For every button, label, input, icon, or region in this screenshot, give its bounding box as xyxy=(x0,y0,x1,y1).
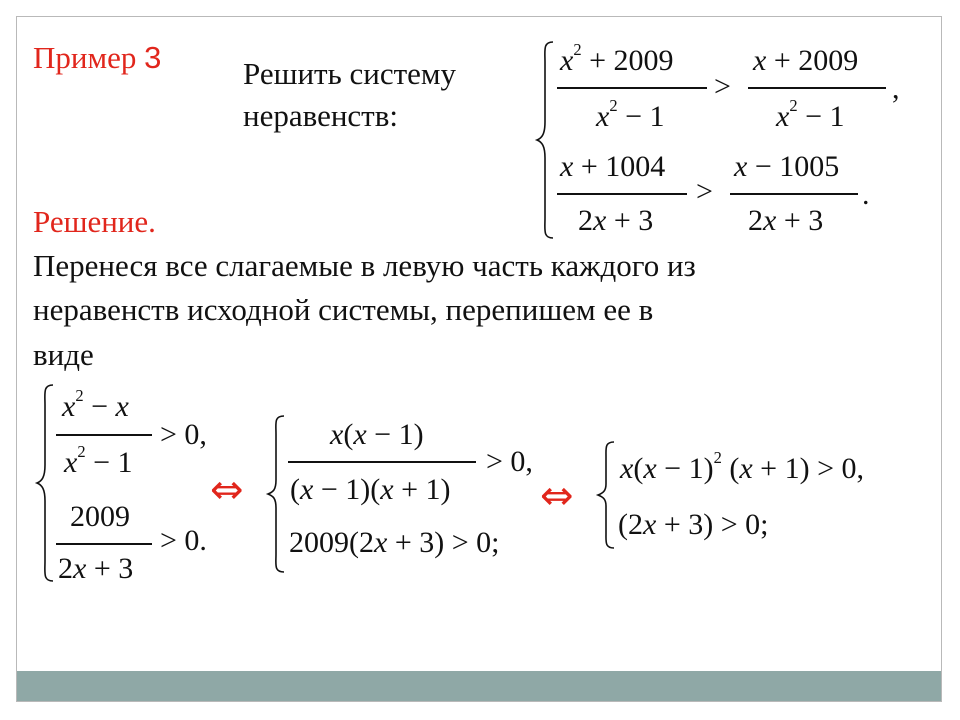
system2-frac1-denominator: $x^2 - 1$ xyxy=(64,442,133,479)
system1-frac1-bar xyxy=(557,87,707,89)
system1-frac3-numerator: x + 1004 xyxy=(560,150,666,183)
system2-ineq1-rhs: > 0, xyxy=(160,418,207,451)
system1-ineq1-operator: > xyxy=(714,70,731,103)
body-line-2: неравенств исходной системы, перепишем ее в xyxy=(33,292,654,327)
system4-ineq1: $x(x - 1)^2$ (x + 1) > 0, xyxy=(620,448,864,485)
example-number: 3 xyxy=(144,40,162,75)
system3-frac-denominator: (x − 1)(x + 1) xyxy=(290,473,451,506)
system1-ineq1-punct: , xyxy=(892,72,900,105)
footer-bar xyxy=(17,671,941,701)
task-line-1: Решить систему xyxy=(243,56,457,91)
system4-brace xyxy=(597,440,617,550)
system1-frac3-bar xyxy=(557,193,687,195)
system3-ineq2: 2009(2x + 3) > 0; xyxy=(289,526,500,559)
system2-frac2-numerator: 2009 xyxy=(70,500,130,533)
system2-ineq2-rhs: > 0. xyxy=(160,524,207,557)
system1-frac2-numerator: x + 2009 xyxy=(753,44,859,77)
system1-ineq2-punct: . xyxy=(862,178,870,211)
example-label: Пример 3 xyxy=(33,40,162,75)
task-line-2: неравенств: xyxy=(243,98,398,133)
system2-brace xyxy=(36,383,56,583)
system3-frac-numerator: x(x − 1) xyxy=(330,418,424,451)
system1-frac4-bar xyxy=(730,193,858,195)
system1-frac2-bar xyxy=(748,87,886,89)
system4-ineq2: (2x + 3) > 0; xyxy=(618,508,769,541)
solution-label: Решение. xyxy=(33,204,156,239)
system3-frac-bar xyxy=(288,461,476,463)
equivalence-arrow-2: ⇔ xyxy=(540,473,574,519)
system1-frac4-denominator: 2x + 3 xyxy=(748,204,824,237)
system2-frac1-bar xyxy=(56,434,152,436)
system1-frac1-numerator: $x^2 + 2009$ xyxy=(560,40,674,77)
system1-frac2-denominator: $x^2 - 1$ xyxy=(776,96,845,133)
system1-frac3-denominator: 2x + 3 xyxy=(578,204,654,237)
equivalence-arrow-1: ⇔ xyxy=(210,467,244,513)
system2-frac2-bar xyxy=(56,543,152,545)
system1-brace xyxy=(536,40,556,240)
system2-frac2-denominator: 2x + 3 xyxy=(58,552,134,585)
system1-frac1-denominator: $x^2 - 1$ xyxy=(596,96,665,133)
system2-frac1-numerator: $x^2 - x$ xyxy=(62,386,129,423)
system1-ineq2-operator: > xyxy=(696,175,713,208)
body-line-1: Перенеся все слагаемые в левую часть каждого из xyxy=(33,248,696,283)
system3-brace xyxy=(267,414,287,574)
body-line-3: виде xyxy=(33,337,94,372)
system3-ineq1-rhs: > 0, xyxy=(486,445,533,478)
system1-frac4-numerator: x − 1005 xyxy=(734,150,840,183)
